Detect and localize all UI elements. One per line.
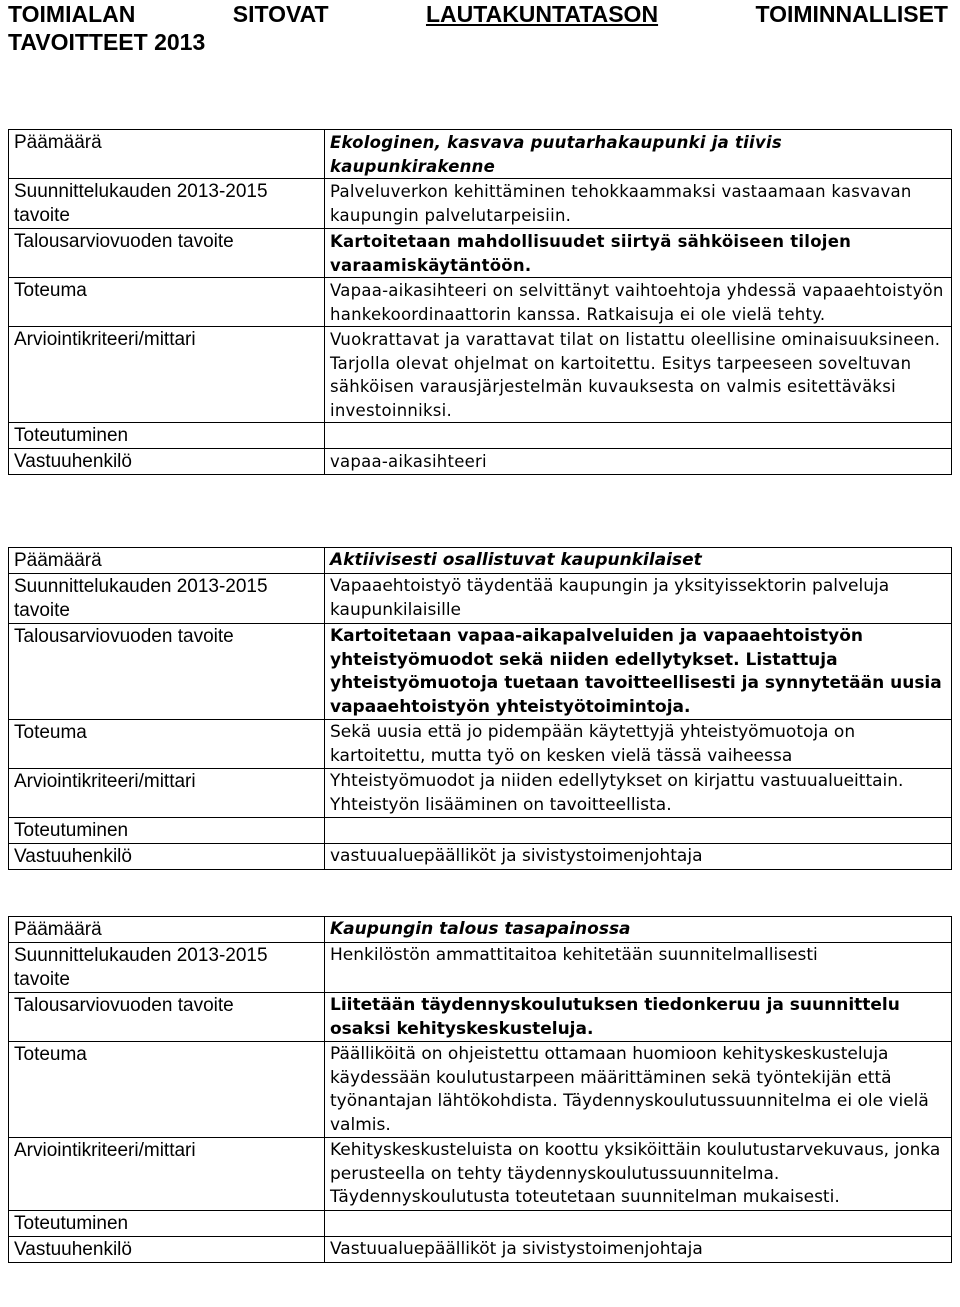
row-toteuma xyxy=(9,720,952,769)
goal-table-3 xyxy=(8,916,952,1263)
value-toteutuminen xyxy=(325,1210,952,1236)
label-talousarvio: Talousarviovuoden tavoite xyxy=(9,624,325,720)
row-suunnittelu xyxy=(9,179,952,229)
row-paamaara xyxy=(9,548,952,574)
label-arviointi: Arviointikriteeri/mittari xyxy=(9,1138,325,1211)
title-word-3: LAUTAKUNTATASON xyxy=(425,1,659,27)
value-toteuma: Vapaa-aikasihteeri on selvittänyt vaihtoehtoja yhdessä vapaaehtoistyön hankekoordinaattorin kanssa. Ratkaisuja ei ole vielä tehty. xyxy=(325,278,952,327)
title-word-2: SITOVAT xyxy=(232,1,329,27)
row-vastuuhenkilo xyxy=(9,844,952,870)
row-arviointi xyxy=(9,769,952,818)
value-talousarvio: Kartoitetaan vapaa-aikapalveluiden ja vapaaehtoistyön yhteistyömuodot sekä niiden edellytykset. Listattuja yhteistyömuotoja tuetaan tavoitteellisesti ja synnytetään uusia vapaaehtoistyön yhteistyötoimintoja. xyxy=(325,624,952,720)
row-toteutuminen xyxy=(9,818,952,844)
value-suunnittelu: Henkilöstön ammattitaitoa kehitetään suunnitelmallisesti xyxy=(325,943,952,993)
label-talousarvio: Talousarviovuoden tavoite xyxy=(9,229,325,278)
value-toteuma: Sekä uusia että jo pidempään käytettyjä yhteistyömuotoja on kartoitettu, mutta työ on kesken vielä tässä vaiheessa xyxy=(325,720,952,769)
label-suunnittelu: Suunnittelukauden 2013-2015 tavoite xyxy=(9,943,325,993)
row-toteuma xyxy=(9,1042,952,1138)
title-word-4: TOIMINNALLISET xyxy=(755,1,948,27)
label-toteutuminen: Toteutuminen xyxy=(9,818,325,844)
row-vastuuhenkilo xyxy=(9,1236,952,1262)
label-toteutuminen: Toteutuminen xyxy=(9,423,325,449)
label-toteuma: Toteuma xyxy=(9,278,325,327)
row-talousarvio xyxy=(9,229,952,278)
row-arviointi xyxy=(9,1138,952,1211)
label-vastuuhenkilo: Vastuuhenkilö xyxy=(9,449,325,475)
value-arviointi: Vuokrattavat ja varattavat tilat on listattu oleellisine ominaisuuksineen. Tarjolla olevat ohjelmat on kartoitettu. Esitys tarpeeseen soveltuvan sähköisen varausjärjestelmän kuvauksesta on valmis esitettäväksi investoinniksi. xyxy=(325,327,952,423)
page-title xyxy=(8,0,948,56)
value-talousarvio: Kartoitetaan mahdollisuudet siirtyä sähköiseen tilojen varaamiskäytäntöön. xyxy=(325,229,952,278)
row-suunnittelu xyxy=(9,943,952,993)
row-arviointi xyxy=(9,327,952,423)
label-toteuma: Toteuma xyxy=(9,1042,325,1138)
row-toteutuminen xyxy=(9,423,952,449)
value-arviointi: Yhteistyömuodot ja niiden edellytykset on kirjattu vastuualueittain. Yhteistyön lisääminen on tavoitteellista. xyxy=(325,769,952,818)
row-toteuma xyxy=(9,278,952,327)
goal-table-2 xyxy=(8,547,952,870)
row-suunnittelu xyxy=(9,574,952,624)
label-paamaara: Päämäärä xyxy=(9,548,325,574)
row-talousarvio xyxy=(9,624,952,720)
label-vastuuhenkilo: Vastuuhenkilö xyxy=(9,844,325,870)
value-paamaara: Kaupungin talous tasapainossa xyxy=(325,917,952,943)
label-suunnittelu: Suunnittelukauden 2013-2015 tavoite xyxy=(9,574,325,624)
value-vastuuhenkilo: vastuualuepäälliköt ja sivistystoimenjohtaja xyxy=(325,844,952,870)
label-vastuuhenkilo: Vastuuhenkilö xyxy=(9,1236,325,1262)
row-vastuuhenkilo xyxy=(9,449,952,475)
value-suunnittelu: Palveluverkon kehittäminen tehokkaammaksi vastaamaan kasvavan kaupungin palvelutarpeisiin. xyxy=(325,179,952,229)
row-talousarvio xyxy=(9,993,952,1042)
title-word-1: TOIMIALAN xyxy=(8,1,136,27)
row-paamaara xyxy=(9,917,952,943)
value-toteuma: Päälliköitä on ohjeistettu ottamaan huomioon kehityskeskusteluja käydessään koulutustarpeen määrittäminen sekä työntekijän että työnantajan lähtökohdista. Täydennyskoulutussuunnitelma ei ole vielä valmis. xyxy=(325,1042,952,1138)
label-arviointi: Arviointikriteeri/mittari xyxy=(9,769,325,818)
row-paamaara xyxy=(9,130,952,179)
label-suunnittelu: Suunnittelukauden 2013-2015 tavoite xyxy=(9,179,325,229)
value-paamaara: Ekologinen, kasvava puutarhakaupunki ja tiivis kaupunkirakenne xyxy=(325,130,952,179)
value-vastuuhenkilo: vapaa-aikasihteeri xyxy=(325,449,952,475)
title-line-2: TAVOITTEET 2013 xyxy=(8,29,206,55)
label-paamaara: Päämäärä xyxy=(9,130,325,179)
label-toteutuminen: Toteutuminen xyxy=(9,1210,325,1236)
label-toteuma: Toteuma xyxy=(9,720,325,769)
value-talousarvio: Liitetään täydennyskoulutuksen tiedonkeruu ja suunnittelu osaksi kehityskeskusteluja. xyxy=(325,993,952,1042)
value-suunnittelu: Vapaaehtoistyö täydentää kaupungin ja yksityissektorin palveluja kaupunkilaisille xyxy=(325,574,952,624)
label-talousarvio: Talousarviovuoden tavoite xyxy=(9,993,325,1042)
value-toteutuminen xyxy=(325,818,952,844)
goal-table-1 xyxy=(8,129,952,475)
value-toteutuminen xyxy=(325,423,952,449)
label-arviointi: Arviointikriteeri/mittari xyxy=(9,327,325,423)
value-vastuuhenkilo: Vastuualuepäälliköt ja sivistystoimenjohtaja xyxy=(325,1236,952,1262)
value-arviointi: Kehityskeskusteluista on koottu yksiköittäin koulutustarvekuvaus, jonka perusteella on tehty täydennyskoulutussuunnitelma. Täydennyskoulutusta toteutetaan suunnitelman mukaisesti. xyxy=(325,1138,952,1211)
value-paamaara: Aktiivisesti osallistuvat kaupunkilaiset xyxy=(325,548,952,574)
label-paamaara: Päämäärä xyxy=(9,917,325,943)
row-toteutuminen xyxy=(9,1210,952,1236)
